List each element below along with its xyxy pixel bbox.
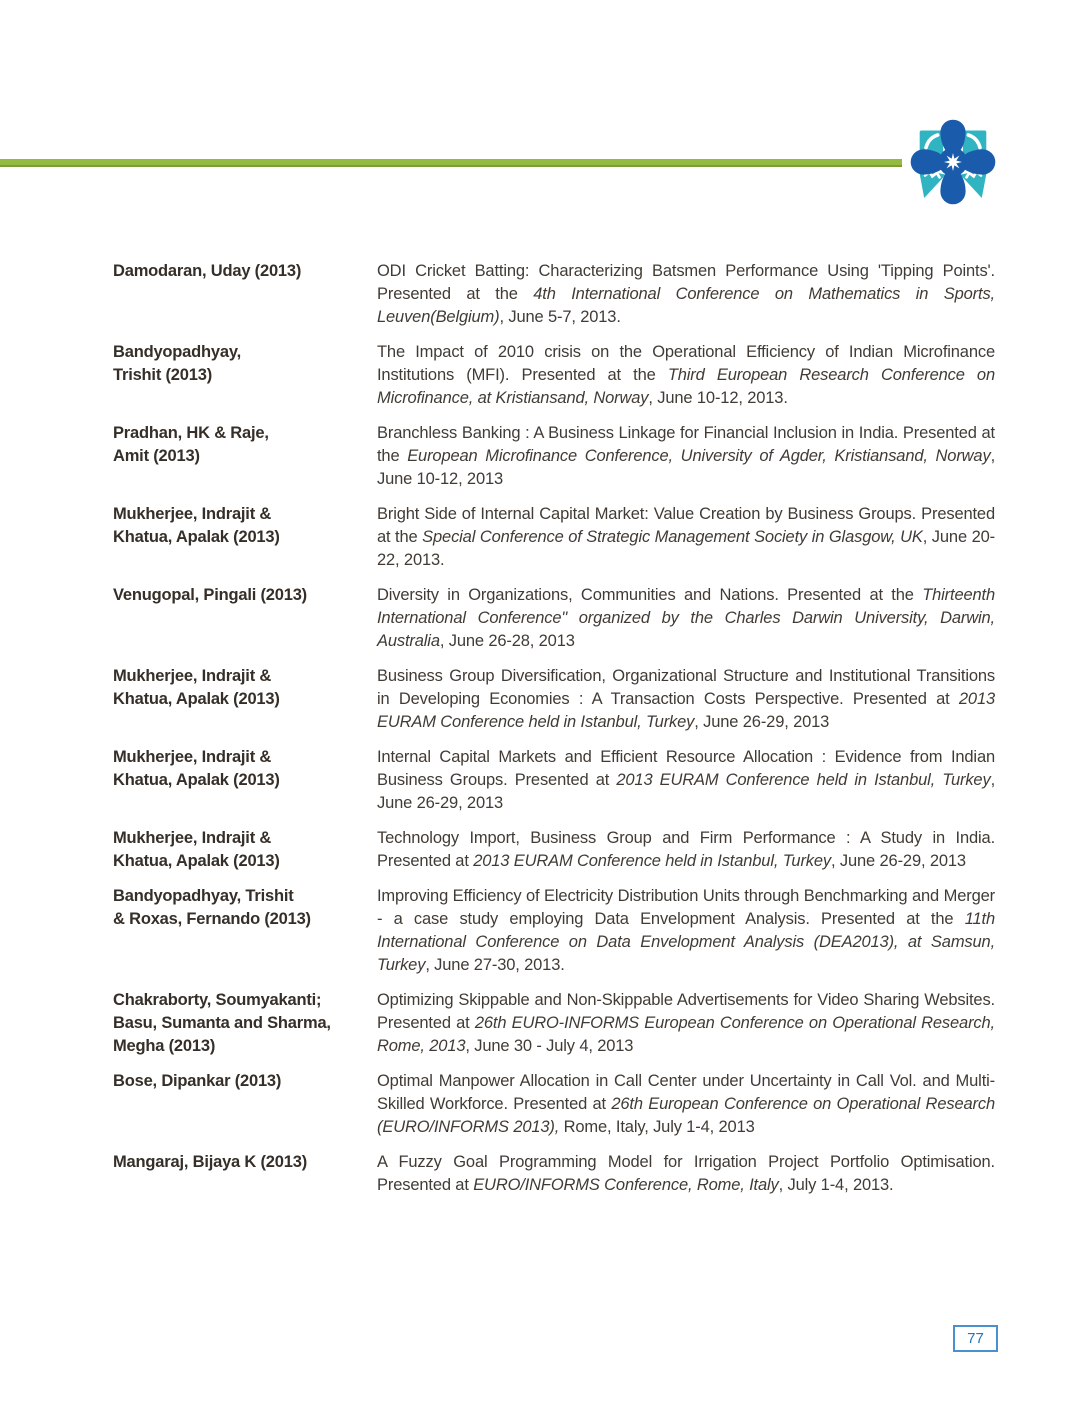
entry-author-line: Pradhan, HK & Raje, [113,424,269,442]
page-number-box [953,1325,998,1352]
entry-author-line: Megha (2013) [113,1037,216,1055]
entry-author-line: Khatua, Apalak (2013) [113,528,280,546]
entry-author-line: Bose, Dipankar (2013) [113,1072,282,1090]
entry-detail-text: Technology Import, Business Group and Firm Performance : A Study in India. Presented at [377,829,995,870]
entry-detail-text: , June 26-29, 2013 [831,852,966,870]
entry-author [113,1151,377,1197]
entry-conference-name: Thirteenth International Conference" organized by the Charles Darwin University, Darwin, Australia [377,586,995,650]
entry-author-line: Bandyopadhyay, [113,343,242,361]
entry-author-line: Mukherjee, Indrajit & [113,829,272,847]
entry-conference-name: Special Conference of Strategic Management Society in Glasgow, UK [422,528,923,546]
entry-detail-text: Rome, Italy, July 1-4, 2013 [559,1118,755,1136]
entry-author [113,341,377,410]
entry-detail-text: , June 10-12, 2013. [648,389,788,407]
entry-author [113,989,377,1058]
entry-author [113,422,377,491]
publication-entry [113,665,995,734]
entry-author [113,1070,377,1139]
entry-details [377,1151,995,1197]
entry-detail-text: , June 26-29, 2013 [694,713,830,731]
entry-author-line: Damodaran, Uday (2013) [113,262,302,280]
entry-detail-text: Optimizing Skippable and Non-Skippable Advertisements for Video Sharing Websites. Presented at [377,991,995,1032]
entry-author-line: Bandyopadhyay, Trishit [113,887,294,905]
entry-detail-text: Improving Efficiency of Electricity Distribution Units through Benchmarking and Merger - a case study employing Data Envelopment Analysis. Presented at the [377,887,995,928]
entry-detail-text: , June 20-22, 2013. [377,528,995,569]
publication-list [113,260,995,1209]
institute-logo-icon [906,117,1000,207]
entry-author-line: Khatua, Apalak (2013) [113,771,280,789]
publication-entry [113,885,995,977]
entry-conference-name: 26th European Conference on Operational Research (EURO/INFORMS 2013), [377,1095,995,1136]
entry-author-line: Mangaraj, Bijaya K (2013) [113,1153,307,1171]
entry-author-line: & Roxas, Fernando (2013) [113,910,311,928]
page-number: 77 [967,1330,984,1347]
entry-details [377,584,995,653]
entry-conference-name: EURO/INFORMS Conference, Rome, Italy [473,1176,779,1194]
publication-entry [113,1070,995,1139]
entry-author [113,827,377,873]
entry-detail-text: Business Group Diversification, Organizational Structure and Institutional Transitions in Developing Economies : A Transaction Costs Perspective. Presented at [377,667,995,708]
publication-entry [113,827,995,873]
entry-detail-text: , June 5-7, 2013. [499,308,621,326]
publication-entry [113,341,995,410]
entry-conference-name: 11th International Conference on Data Envelopment Analysis (DEA2013), at Samsun, Turkey [377,910,995,974]
entry-conference-name: 2013 EURAM Conference held in Istanbul, Turkey [616,771,991,789]
logo-star-icon [944,153,962,171]
entry-author-line: Basu, Sumanta and Sharma, [113,1014,331,1032]
entry-author-line: Venugopal, Pingali (2013) [113,586,307,604]
entry-detail-text: Bright Side of Internal Capital Market: Value Creation by Business Groups. Presented at the [377,505,995,546]
entry-author-line: Amit (2013) [113,447,200,465]
entry-detail-text: Optimal Manpower Allocation in Call Center under Uncertainty in Call Vol. and Multi-Skilled Workforce. Presented at [377,1072,995,1113]
entry-detail-text: A Fuzzy Goal Programming Model for Irrigation Project Portfolio Optimisation. Presented at [377,1153,995,1194]
entry-conference-name: 2013 EURAM Conference held in Istanbul, Turkey [377,690,995,731]
publication-entry [113,746,995,815]
entry-details [377,260,995,329]
entry-detail-text: , July 1-4, 2013. [778,1176,894,1194]
entry-detail-text: The Impact of 2010 crisis on the Operational Efficiency of Indian Microfinance Institutions (MFI). Presented at the [377,343,995,384]
entry-author-line: Chakraborty, Soumyakanti; [113,991,322,1009]
entry-author [113,584,377,653]
entry-author-line: Khatua, Apalak (2013) [113,690,280,708]
entry-detail-text: Branchless Banking : A Business Linkage for Financial Inclusion in India. Presented at the [377,424,995,465]
entry-author-line: Mukherjee, Indrajit & [113,667,272,685]
publication-entry [113,584,995,653]
entry-details [377,341,995,410]
entry-author [113,260,377,329]
entry-details [377,885,995,977]
entry-detail-text: , June 27-30, 2013. [425,956,565,974]
entry-author-line: Trishit (2013) [113,366,212,384]
entry-author [113,885,377,977]
publication-entry [113,503,995,572]
header-accent-bar [0,159,902,167]
publication-entry [113,1151,995,1197]
entry-author-line: Khatua, Apalak (2013) [113,852,280,870]
entry-author-line: Mukherjee, Indrajit & [113,505,272,523]
entry-conference-name: 4th International Conference on Mathematics in Sports, Leuven(Belgium) [377,285,995,326]
entry-detail-text: , June 26-29, 2013 [377,771,995,812]
entry-details [377,665,995,734]
entry-details [377,503,995,572]
entry-detail-text: , June 30 - July 4, 2013 [465,1037,634,1055]
entry-conference-name: 26th EURO-INFORMS European Conference on Operational Research, Rome, 2013 [377,1014,995,1055]
entry-details [377,746,995,815]
entry-details [377,1070,995,1139]
entry-conference-name: European Microfinance Conference, University of Agder, Kristiansand, Norway [407,447,991,465]
publication-entry [113,422,995,491]
publication-entry [113,989,995,1058]
entry-detail-text: , June 10-12, 2013 [377,447,995,488]
entry-details [377,422,995,491]
entry-details [377,989,995,1058]
entry-author [113,503,377,572]
entry-detail-text: ODI Cricket Batting: Characterizing Batsmen Performance Using 'Tipping Points'. Presented at the [377,262,995,303]
entry-conference-name: Third European Research Conference on Microfinance, at Kristiansand, Norway [377,366,995,407]
entry-author-line: Mukherjee, Indrajit & [113,748,272,766]
publication-entry [113,260,995,329]
entry-author [113,746,377,815]
entry-details [377,827,995,873]
entry-conference-name: 2013 EURAM Conference held in Istanbul, Turkey [473,852,832,870]
entry-detail-text: Internal Capital Markets and Efficient Resource Allocation : Evidence from Indian Business Groups. Presented at [377,748,995,789]
entry-author [113,665,377,734]
entry-detail-text: Diversity in Organizations, Communities and Nations. Presented at the [377,586,923,604]
entry-detail-text: , June 26-28, 2013 [439,632,575,650]
